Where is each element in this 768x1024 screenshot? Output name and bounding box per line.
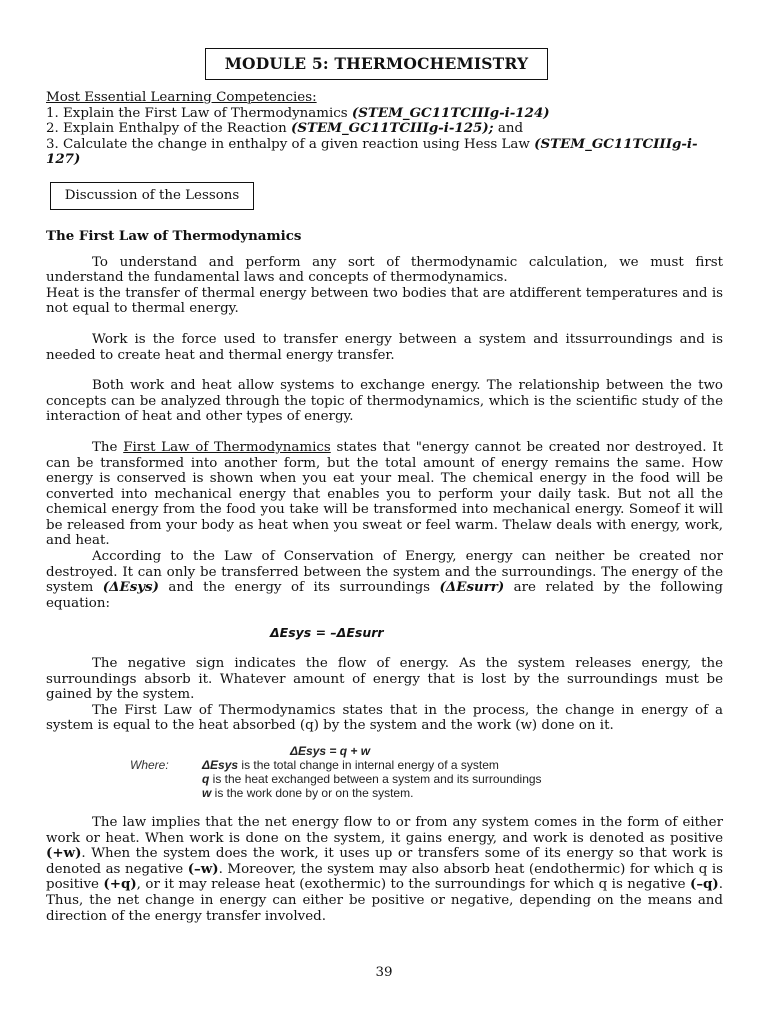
competency-item	[46, 137, 723, 168]
paragraph	[46, 549, 723, 611]
definition-item	[202, 772, 542, 786]
first-law-term: First Law of Thermodynamics	[123, 439, 331, 455]
definition-text: is the work done by or on the system.	[211, 786, 414, 800]
definition-text: is the heat exchanged between a system and its surroundings	[209, 772, 542, 786]
definition-symbol: ΔEsys	[202, 758, 239, 772]
equation-text: ΔEsys = –ΔEsurr	[270, 625, 384, 641]
text-run: , or it may release heat (exothermic) to the surroundings for which q is negative	[136, 877, 690, 893]
text-run: . Thus, the net change in energy can either be positive or negative, depending on the means and direction of the energy transfer involved.	[46, 877, 723, 924]
energy-equation	[46, 625, 723, 641]
competency-code: (STEM_GC11TCIIIg-i-125);	[290, 120, 494, 137]
paragraph: The negative sign indicates the flow of energy. As the system releases energy, the surroundings absorb it. Whatever amount of energy that is lost by the surroundings must be gained by the system.	[46, 656, 723, 703]
positive-work: (+w)	[46, 845, 82, 862]
paragraph	[46, 440, 723, 549]
delta-esys-term: (ΔEsys)	[102, 579, 159, 596]
competencies	[46, 90, 723, 168]
equation-text: ΔEsys = q + w	[290, 744, 371, 758]
text-run: According to the Law of Conservation of Energy, energy can neither be created nor destroyed. It can only be transferred between the system and the surroundings. The energy of the system	[46, 549, 723, 596]
text-run: are related by the following equation:	[46, 580, 724, 611]
page-number: 39	[375, 965, 393, 980]
definition-symbol: q	[202, 772, 210, 786]
competency-text: 1. Explain the First Law of Thermodynamics	[46, 105, 352, 121]
competency-item	[46, 121, 723, 137]
text-run: . When the system does the work, it uses up or transfers some of its energy so that work is denoted as negative	[46, 846, 723, 877]
competency-text: 2. Explain Enthalpy of the Reaction	[46, 121, 291, 137]
definitions-row	[130, 758, 590, 800]
text-run: and the energy of its surroundings	[158, 580, 440, 596]
discussion-box: Discussion of the Lessons	[50, 182, 254, 210]
paragraph: Work is the force used to transfer energy between a system and itssurroundings and is needed to create heat and thermal energy transfer.	[46, 331, 723, 363]
definition-item	[202, 786, 542, 800]
section-title: The First Law of Thermodynamics	[46, 227, 302, 244]
competency-text: 3. Calculate the change in enthalpy of a given reaction using Hess Law	[46, 136, 535, 152]
text-run: . Moreover, the system may also absorb heat (endothermic) for which q is positive	[46, 861, 723, 893]
equation-definitions	[130, 744, 590, 800]
definitions-list	[202, 758, 542, 800]
competency-tail: and	[493, 121, 524, 137]
competency-code: (STEM_GC11TCIIIg-i-124)	[351, 104, 550, 121]
paragraph: The First Law of Thermodynamics states that in the process, the change in energy of a system is equal to the heat absorbed (q) by the system and the work (w) done on it.	[46, 702, 723, 734]
module-title: MODULE 5: THERMOCHEMISTRY	[205, 48, 548, 80]
paragraph: Heat is the transfer of thermal energy between two bodies that are atdifferent temperatures and is not equal to thermal energy.	[46, 285, 723, 317]
negative-heat: (–q)	[690, 876, 719, 893]
definition-symbol: w	[202, 786, 212, 800]
competency-code: (STEM_GC11TCIIIg-i-127)	[46, 135, 698, 168]
text-run: The law implies that the net energy flow to or from any system comes in the form of either work or heat. When work is done on the system, it gains energy, and work is denoted as positive	[46, 815, 723, 846]
definition-text: is the total change in internal energy of a system	[238, 758, 499, 772]
text-run: The	[92, 439, 124, 455]
internal-energy-equation	[130, 744, 590, 758]
page-content	[46, 90, 723, 924]
paragraph: Both work and heat allow systems to exchange energy. The relationship between the two concepts can be analyzed through the topic of thermodynamics, which is the scientific study of the interaction of heat and other types of energy.	[46, 378, 723, 425]
delta-esurr-term: (ΔEsurr)	[439, 579, 505, 596]
competency-item	[46, 106, 723, 122]
paragraph: To understand and perform any sort of thermodynamic calculation, we must first understand the fundamental laws and concepts of thermodynamics.	[46, 254, 723, 286]
positive-heat: (+q)	[103, 876, 137, 893]
definition-item	[202, 758, 542, 772]
competencies-heading: Most Essential Learning Competencies:	[46, 90, 317, 105]
paragraph	[46, 815, 723, 924]
text-run: states that "energy cannot be created nor destroyed. It can be transformed into another form, but the total amount of energy remains the same. How energy is conserved is shown when you eat your meal. The chemical energy in the food will be converted into mechanical energy that enables you to perform your daily task. But not all the chemical energy from the food you take will be transformed into mechanical energy. Someof it will be released from your body as heat when you sweat or feel warm. Thelaw deals with energy, work, and heat.	[46, 439, 723, 549]
negative-work: (–w)	[187, 860, 219, 877]
where-label: Where:	[130, 758, 169, 772]
